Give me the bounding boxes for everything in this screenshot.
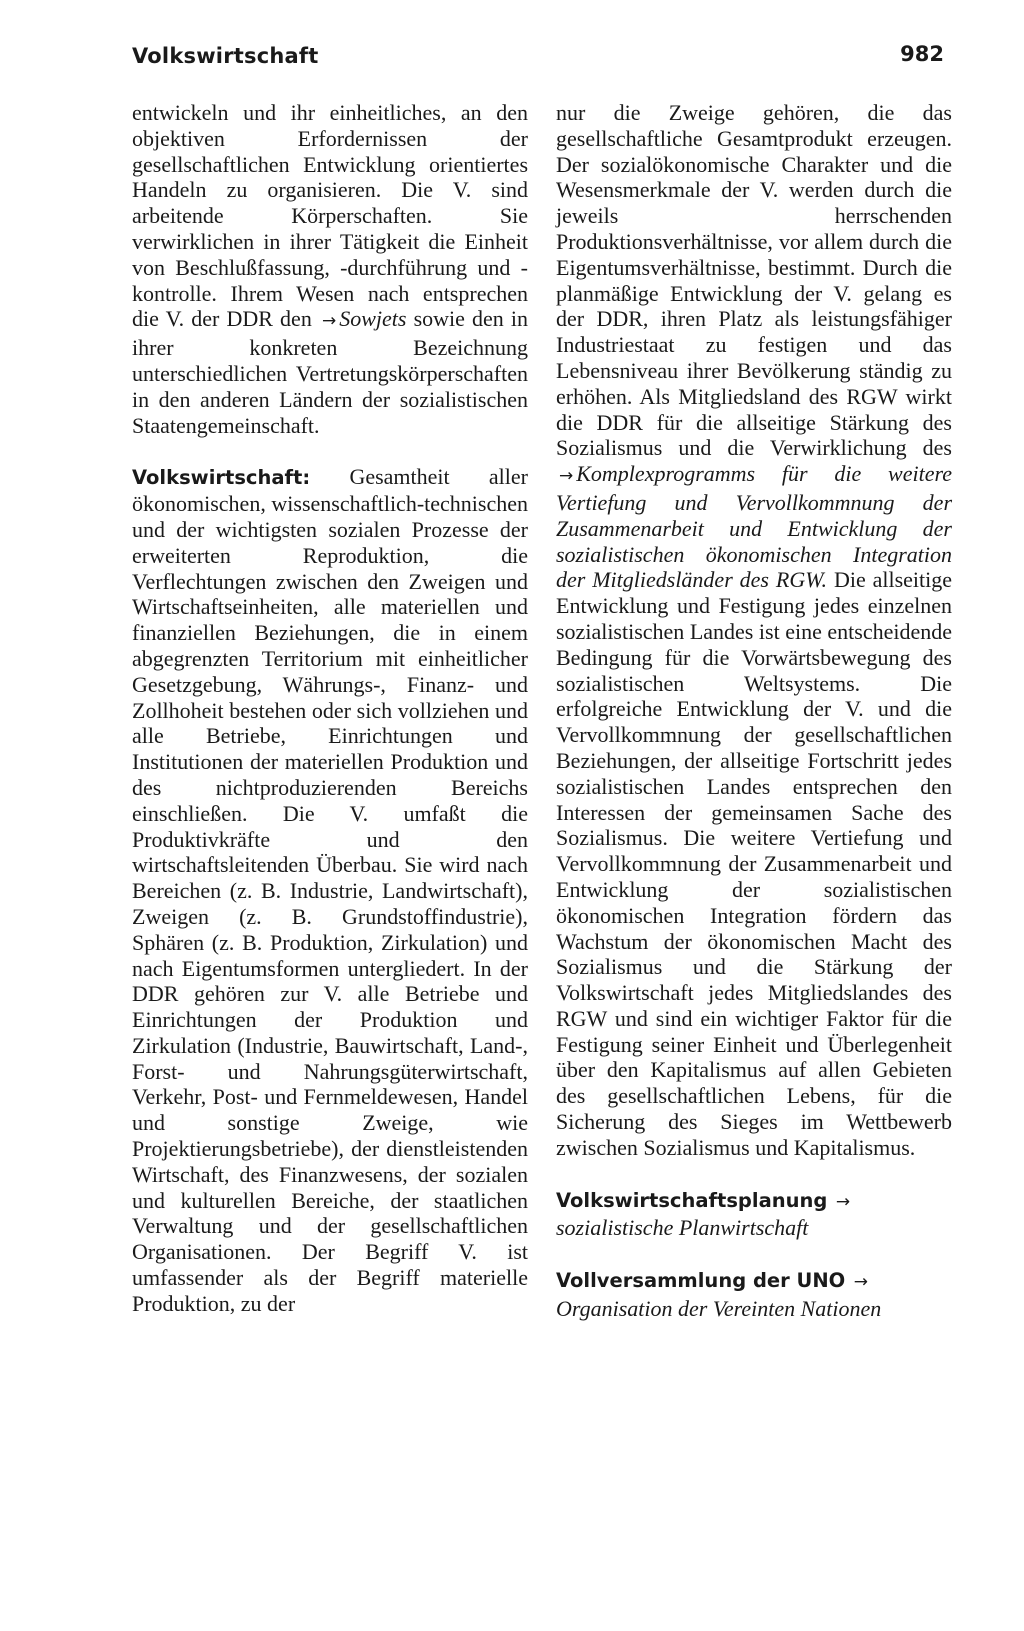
cross-reference: Organisation der Vereinten Nationen	[556, 1296, 882, 1322]
arrow-icon: →	[321, 311, 337, 332]
entry-body-part2: Die allseitige Entwicklung und Festigung jedes einzelnen sozialistischen Landes ist eine entscheidende Bedingung für die Vorwärtsbewegung des sozialistischen Weltsystems. Die erfolgreiche Entwicklung der V. und die Vervollkommnung der gesellschaftlichen Beziehungen, der allseitige Fortschritt jedes sozialistischen Landes entsprechen den Interessen der gemeinsamen Sache des Sozialismus. Die weitere Vertiefung und Vervollkommnung der Zusammenarbeit und Entwicklung der sozialistischen ökonomischen Integration fördern das Wachstum der ökonomischen Macht des Sozialismus und die Stärkung der Volkswirtschaft jedes Mitgliedslandes des RGW und sind ein wichtiger Faktor für die Festigung seiner Einheit und Überlegenheit über den Kapitalismus auf allen Gebieten des gesellschaftlichen Lebens, für die Sicherung des Sieges im Wettbewerb zwischen Sozialismus und Kapitalismus.	[556, 567, 953, 1160]
page-number: 982	[900, 42, 944, 66]
entry-volkswirtschaft-continued	[556, 100, 952, 1161]
entry-vollversammlung-der-uno	[556, 1267, 952, 1322]
entry-body: Gesamtheit aller ökonomischen, wissenschaftlich-technischen und der wichtigsten sozialen Prozesse der erweiterten Reproduktion, die Verflechtungen zwischen den Zweigen und Wirtschaftseinheiten, alle materiellen und finanziellen Beziehungen, die in einem abgegrenzten Territorium mit einheitlicher Gesetzgebung, Währungs-, Finanz- und Zollhoheit bestehen oder sich vollziehen und alle Betriebe, Einrichtungen und Institutionen der materiellen Produktion und des nichtproduzierenden Bereichs einschließen. Die V. umfaßt die Produktivkräfte und den wirtschaftsleitenden Überbau. Sie wird nach Bereichen (z. B. Industrie, Landwirtschaft), Zweigen (z. B. Grundstoffindustrie), Sphären (z. B. Produktion, Zirkulation) und nach Eigentumsformen untergliedert. In der DDR gehören zur V. alle Betriebe und Einrichtungen der Produktion und Zirkulation (Industrie, Bauwirtschaft, Land-, Forst- und Nahrungsgüterwirtschaft, Verkehr, Post- und Fernmeldewesen, Handel und sonstige Zweige, wie Projektierungsbetriebe), der dienstleistenden Wirtschaft, des Finanzwesens, der sozialen und kulturellen Bereiche, der staatlichen Verwaltung und der gesellschaftlichen Organisationen. Der Begriff V. ist umfassender als der Begriff materielle Produktion, zu der	[132, 464, 528, 1316]
entry-body-part1: nur die Zweige gehören, die das gesellschaftliche Gesamtprodukt erzeugen. Der sozialökonomische Charakter und die Wesensmerkmale der V. werden durch die jeweils herrschenden Produktionsverhältnisse, vor allem durch die Eigentumsverhältnisse, bestimmt. Durch die planmäßige Entwicklung der V. gelang es der DDR, ihren Platz als leistungsfähiger Industriestaat zu festigen und das Lebensniveau ihrer Bevölkerung ständig zu erhöhen. Als Mitgliedsland des RGW wirkt die DDR für die allseitige Stärkung des Sozialismus und die Verwirklichung des	[556, 100, 952, 461]
entry-lemma: Vollversammlung der UNO	[556, 1269, 846, 1293]
arrow-icon: →	[835, 1191, 851, 1212]
continuation-text: entwickeln und ihr einheitliches, an den objektiven Erfordernissen der gesellschaftlichen Entwicklung orientiertes Handeln zu organisieren. Die V. sind arbeitende Körperschaften. Sie verwirklichen in ihrer Tätigkeit die Einheit von Beschlußfassung, -durchführung und -kontrolle. Ihrem Wesen nach entsprechen die V. der DDR den	[132, 100, 528, 332]
cross-reference: sozialistische Planwirtschaft	[556, 1215, 809, 1241]
continuation-paragraph	[132, 100, 528, 438]
running-head: Volkswirtschaft	[132, 44, 319, 68]
entry-lemma: Volkswirtschaftsplanung	[556, 1188, 828, 1212]
entry-volkswirtschaft	[132, 464, 528, 1316]
entry-volkswirtschaftsplanung	[556, 1187, 952, 1242]
arrow-icon: →	[559, 466, 574, 487]
arrow-icon: →	[853, 1272, 869, 1293]
cross-reference: Sowjets	[339, 306, 407, 332]
continuation-text-end: sowie den in ihrer konkreten Bezeichnung unterschiedlichen Vertretungskörperschaften in den anderen Ländern der sozialistischen Staatengemeinschaft.	[132, 306, 529, 438]
entry-lemma: Volkswirtschaft:	[132, 466, 311, 490]
cross-reference: Komplexprogramms für die weitere Vertiefung und Vervollkommnung der Zusammenarbeit und Entwicklung der sozialistischen ökonomischen Integration der Mitgliedsländer des RGW.	[556, 461, 952, 593]
left-column	[132, 100, 528, 1317]
right-column	[556, 100, 952, 1322]
